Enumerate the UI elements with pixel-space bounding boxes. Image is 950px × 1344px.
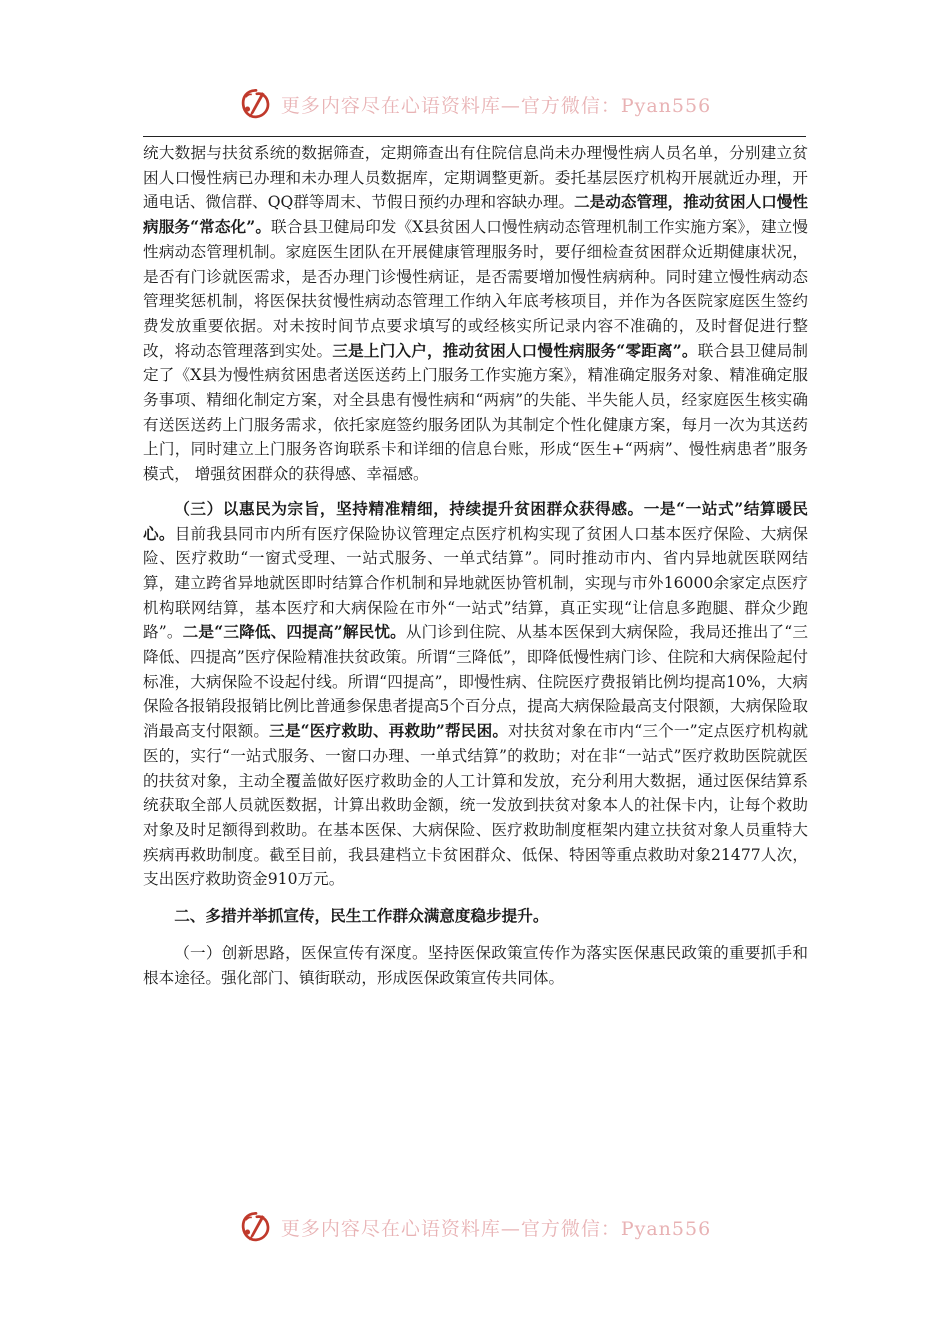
- paragraph: [143, 141, 808, 487]
- text-run: 目前我县同市内所有医疗保险协议管理定点医疗机构实现了贫困人口基本医疗保险、大病保险、医疗救助“一窗式受理、一站式服务、一单式结算”。同时推动市内、省内异地就医联网结算，建立跨省异地就医即时结算合作机制和异地就医协管机制，实现与市外16000余家定点医疗机构联网结算，基本医疗和大病保险在市外“一站式”结算，真正实现“让信息多跑腿、群众少跑路”。: [143, 524, 808, 642]
- pen-flower-logo-icon: [239, 1210, 273, 1244]
- footer-banner: [0, 1205, 950, 1249]
- paragraph: [143, 941, 808, 990]
- text-run: 联合县卫健局印发《X县贫困人口慢性病动态管理机制工作实施方案》，建立慢性病动态管理机制。家庭医生团队在开展健康管理服务时，要仔细检查贫困群众近期健康状况，是否有门诊就医需求，是否办理门诊慢性病证，是否需要增加慢性病病种。同时建立慢性病动态管理奖惩机制，将医保扶贫慢性病动态管理工作纳入年底考核项目，并作为各医院家庭医生签约费发放重要依据。对未按时间节点要求填写的或经核实所记录内容不准确的，及时督促进行整改，将动态管理落到实处。: [143, 218, 808, 360]
- banner-text: 更多内容尽在心语资料库—官方微信：Pyan556: [280, 94, 712, 117]
- banner-text: 更多内容尽在心语资料库—官方微信：Pyan556: [280, 1217, 712, 1240]
- pen-flower-logo-icon: [239, 87, 273, 121]
- text-run: 联合县卫健局制定了《X县为慢性病贫困患者送医送药上门服务工作实施方案》，精准确定服务对象、精准确定服务事项、精细化制定方案，对全县患有慢性病和“两病”的失能、半失能人员，经家庭医生核实确有送医送药上门服务需求，依托家庭签约服务团队为其制定个性化健康方案，每月一次为其送药上门，同时建立上门服务咨询联系卡和详细的信息台账，形成“医生+“两病”、慢性病患者”服务模式， 增强贫困群众的获得感、幸福感。: [143, 341, 808, 484]
- text-run: 从门诊到住院、从基本医保到大病保险，我局还推出了“三降低、四提高”医疗保险精准扶贫政策。所谓“三降低”，即降低慢性病门诊、住院和大病保险起付标准，大病保险不设起付线。所谓“四提高”，即慢性病、住院医疗费报销比例均提高10%，大病保险各报销段报销比例比普通参保患者提高5个百分点，提高大病保险最高支付限额，大病保险取消最高支付限额。: [143, 623, 808, 741]
- header-rule: [143, 136, 806, 137]
- section-heading: [143, 904, 808, 929]
- header-banner: [0, 82, 950, 126]
- document-body: [143, 141, 808, 990]
- bold-heading: 三是“医疗救助、再救助”帮民困。: [269, 721, 509, 741]
- bold-heading: 二、多措并举抓宣传，民生工作群众满意度稳步提升。: [174, 906, 549, 926]
- bold-heading: （三）以惠民为宗旨，坚持精准精细，持续提升贫困群众获得感。一是“一站式”结算暖民心。: [143, 498, 808, 543]
- text-run: 对扶贫对象在市内“三个一”定点医疗机构就医的，实行“一站式服务、一窗口办理、一单式结算”的救助；对在非“一站式”医疗救助医院就医的扶贫对象，主动全覆盖做好医疗救助金的人工计算和发放，充分利用大数据，通过医保结算系统获取全部人员就医数据，计算出救助金额，统一发放到扶贫对象本人的社保卡内，让每个救助对象及时足额得到救助。在基本医保、大病保险、医疗救助制度框架内建立扶贫对象人员重特大疾病再救助制度。截至目前，我县建档立卡贫困群众、低保、特困等重点救助对象21477人次，支出医疗救助资金910万元。: [143, 722, 808, 889]
- bold-heading: 二是动态管理，推动贫困人口慢性病服务“常态化”。: [143, 192, 808, 237]
- text-run: 统大数据与扶贫系统的数据筛查，定期筛查出有住院信息尚未办理慢性病人员名单，分别建立贫困人口慢性病已办理和未办理人员数据库，定期调整更新。委托基层医疗机构开展就近办理，开通电话、微信群、QQ群等周末、节假日预约办理和容缺办理。: [143, 144, 808, 212]
- text-run: （一）创新思路，医保宣传有深度。坚持医保政策宣传作为落实医保惠民政策的重要抓手和根本途径。强化部门、镇街联动，形成医保政策宣传共同体。: [143, 943, 808, 987]
- bold-heading: 三是上门入户，推动贫困人口慢性病服务“零距离”。: [332, 340, 698, 360]
- paragraph: [143, 497, 808, 892]
- bold-heading: 二是“三降低、四提高”解民忧。: [182, 622, 406, 642]
